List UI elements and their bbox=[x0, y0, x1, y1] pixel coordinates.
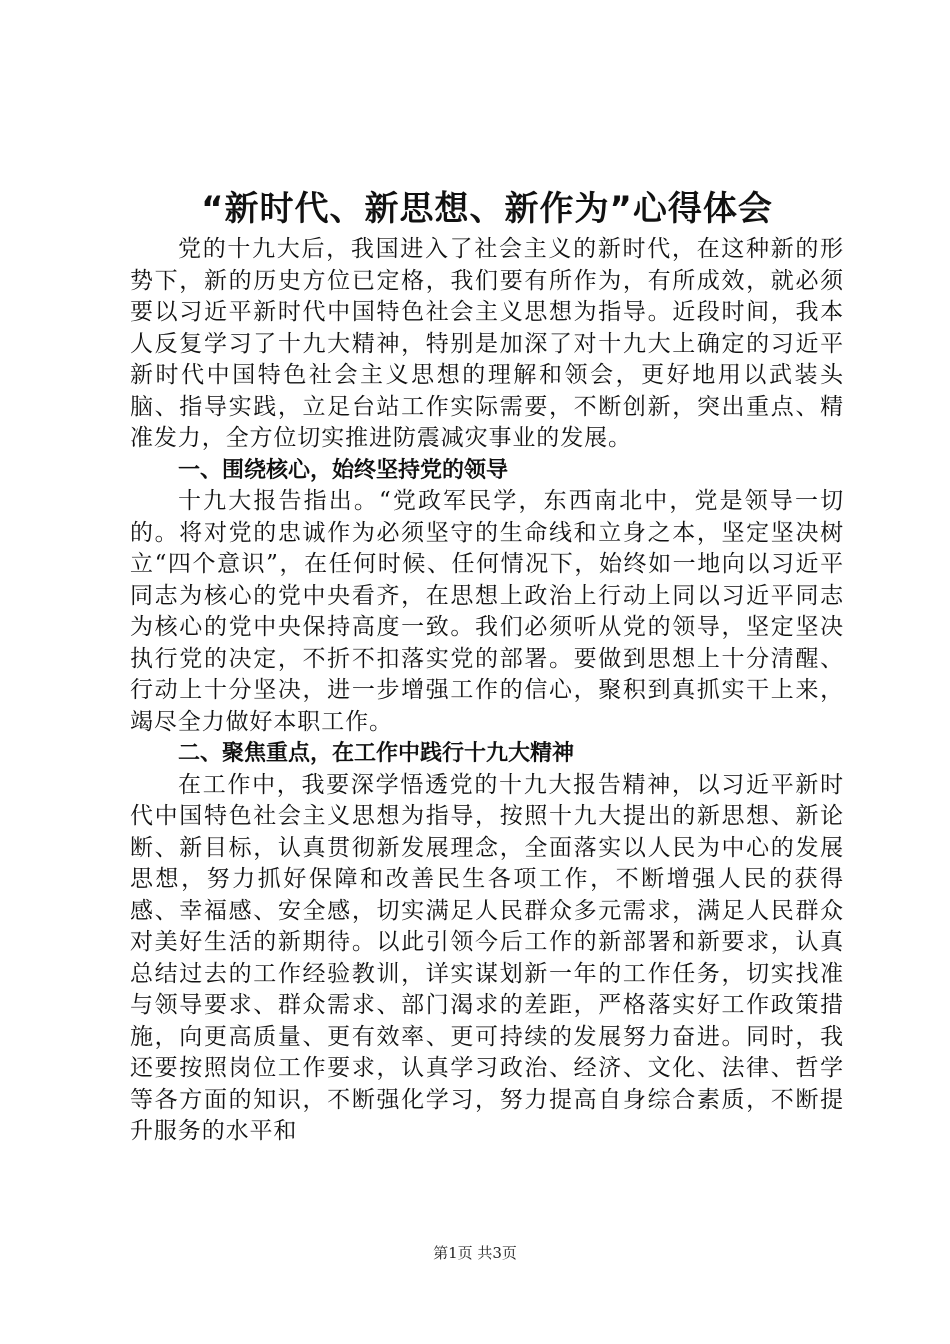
document-body bbox=[130, 234, 844, 1148]
page-footer: 第1页 共3页 bbox=[433, 1244, 517, 1262]
section-paragraph-1: 十九大报告指出。“党政军民学，东西南北中，党是领导一切的。将对党的忠诚作为必须坚守的生命线和立身之本，坚定坚决树立“四个意识”，在任何时候、任何情况下，始终如一地向以习近平同志为核心的党中央看齐，在思想上政治上行动上同以习近平同志为核心的党中央保持高度一致。我们必须听从党的领导，坚定坚决执行党的决定，不折不扣落实党的部署。要做到思想上十分清醒、行动上十分坚决，进一步增强工作的信心，聚积到真抓实干上来，竭尽全力做好本职工作。 bbox=[130, 488, 844, 735]
document-title: “新时代、新思想、新作为”心得体会 bbox=[201, 189, 773, 229]
section-paragraph-2: 在工作中，我要深学悟透党的十九大报告精神，以习近平新时代中国特色社会主义思想为指导，按照十九大提出的新思想、新论断、新目标，认真贯彻新发展理念，全面落实以人民为中心的发展思想，努力抓好保障和改善民生各项工作，不断增强人民的获得感、幸福感、安全感，切实满足人民群众多元需求，满足人民群众对美好生活的新期待。以此引领今后工作的新部署和新要求，认真总结过去的工作经验教训，详实谋划新一年的工作任务，切实找准与领导要求、群众需求、部门渴求的差距，严格落实好工作政策措施，向更高质量、更有效率、更可持续的发展努力奋进。同时，我还要按照岗位工作要求，认真学习政治、经济、文化、法律、哲学等各方面的知识，不断强化学习，努力提高自身综合素质，不断提升服务的水平和 bbox=[130, 771, 844, 1144]
section-heading-1: 一、围绕核心，始终坚持党的领导 bbox=[178, 457, 509, 483]
intro-paragraph: 党的十九大后，我国进入了社会主义的新时代，在这种新的形势下，新的历史方位已定格，我们要有所作为，有所成效，就必须要以习近平新时代中国特色社会主义思想为指导。近段时间，我本人反复学习了十九大精神，特别是加深了对十九大上确定的习近平新时代中国特色社会主义思想的理解和领会，更好地用以武装头脑、指导实践，立足台站工作实际需要，不断创新，突出重点、精准发力，全方位切实推进防震减灾事业的发展。 bbox=[130, 236, 844, 451]
section-heading-2: 二、聚焦重点，在工作中践行十九大精神 bbox=[178, 741, 575, 766]
document-page bbox=[130, 0, 844, 1344]
